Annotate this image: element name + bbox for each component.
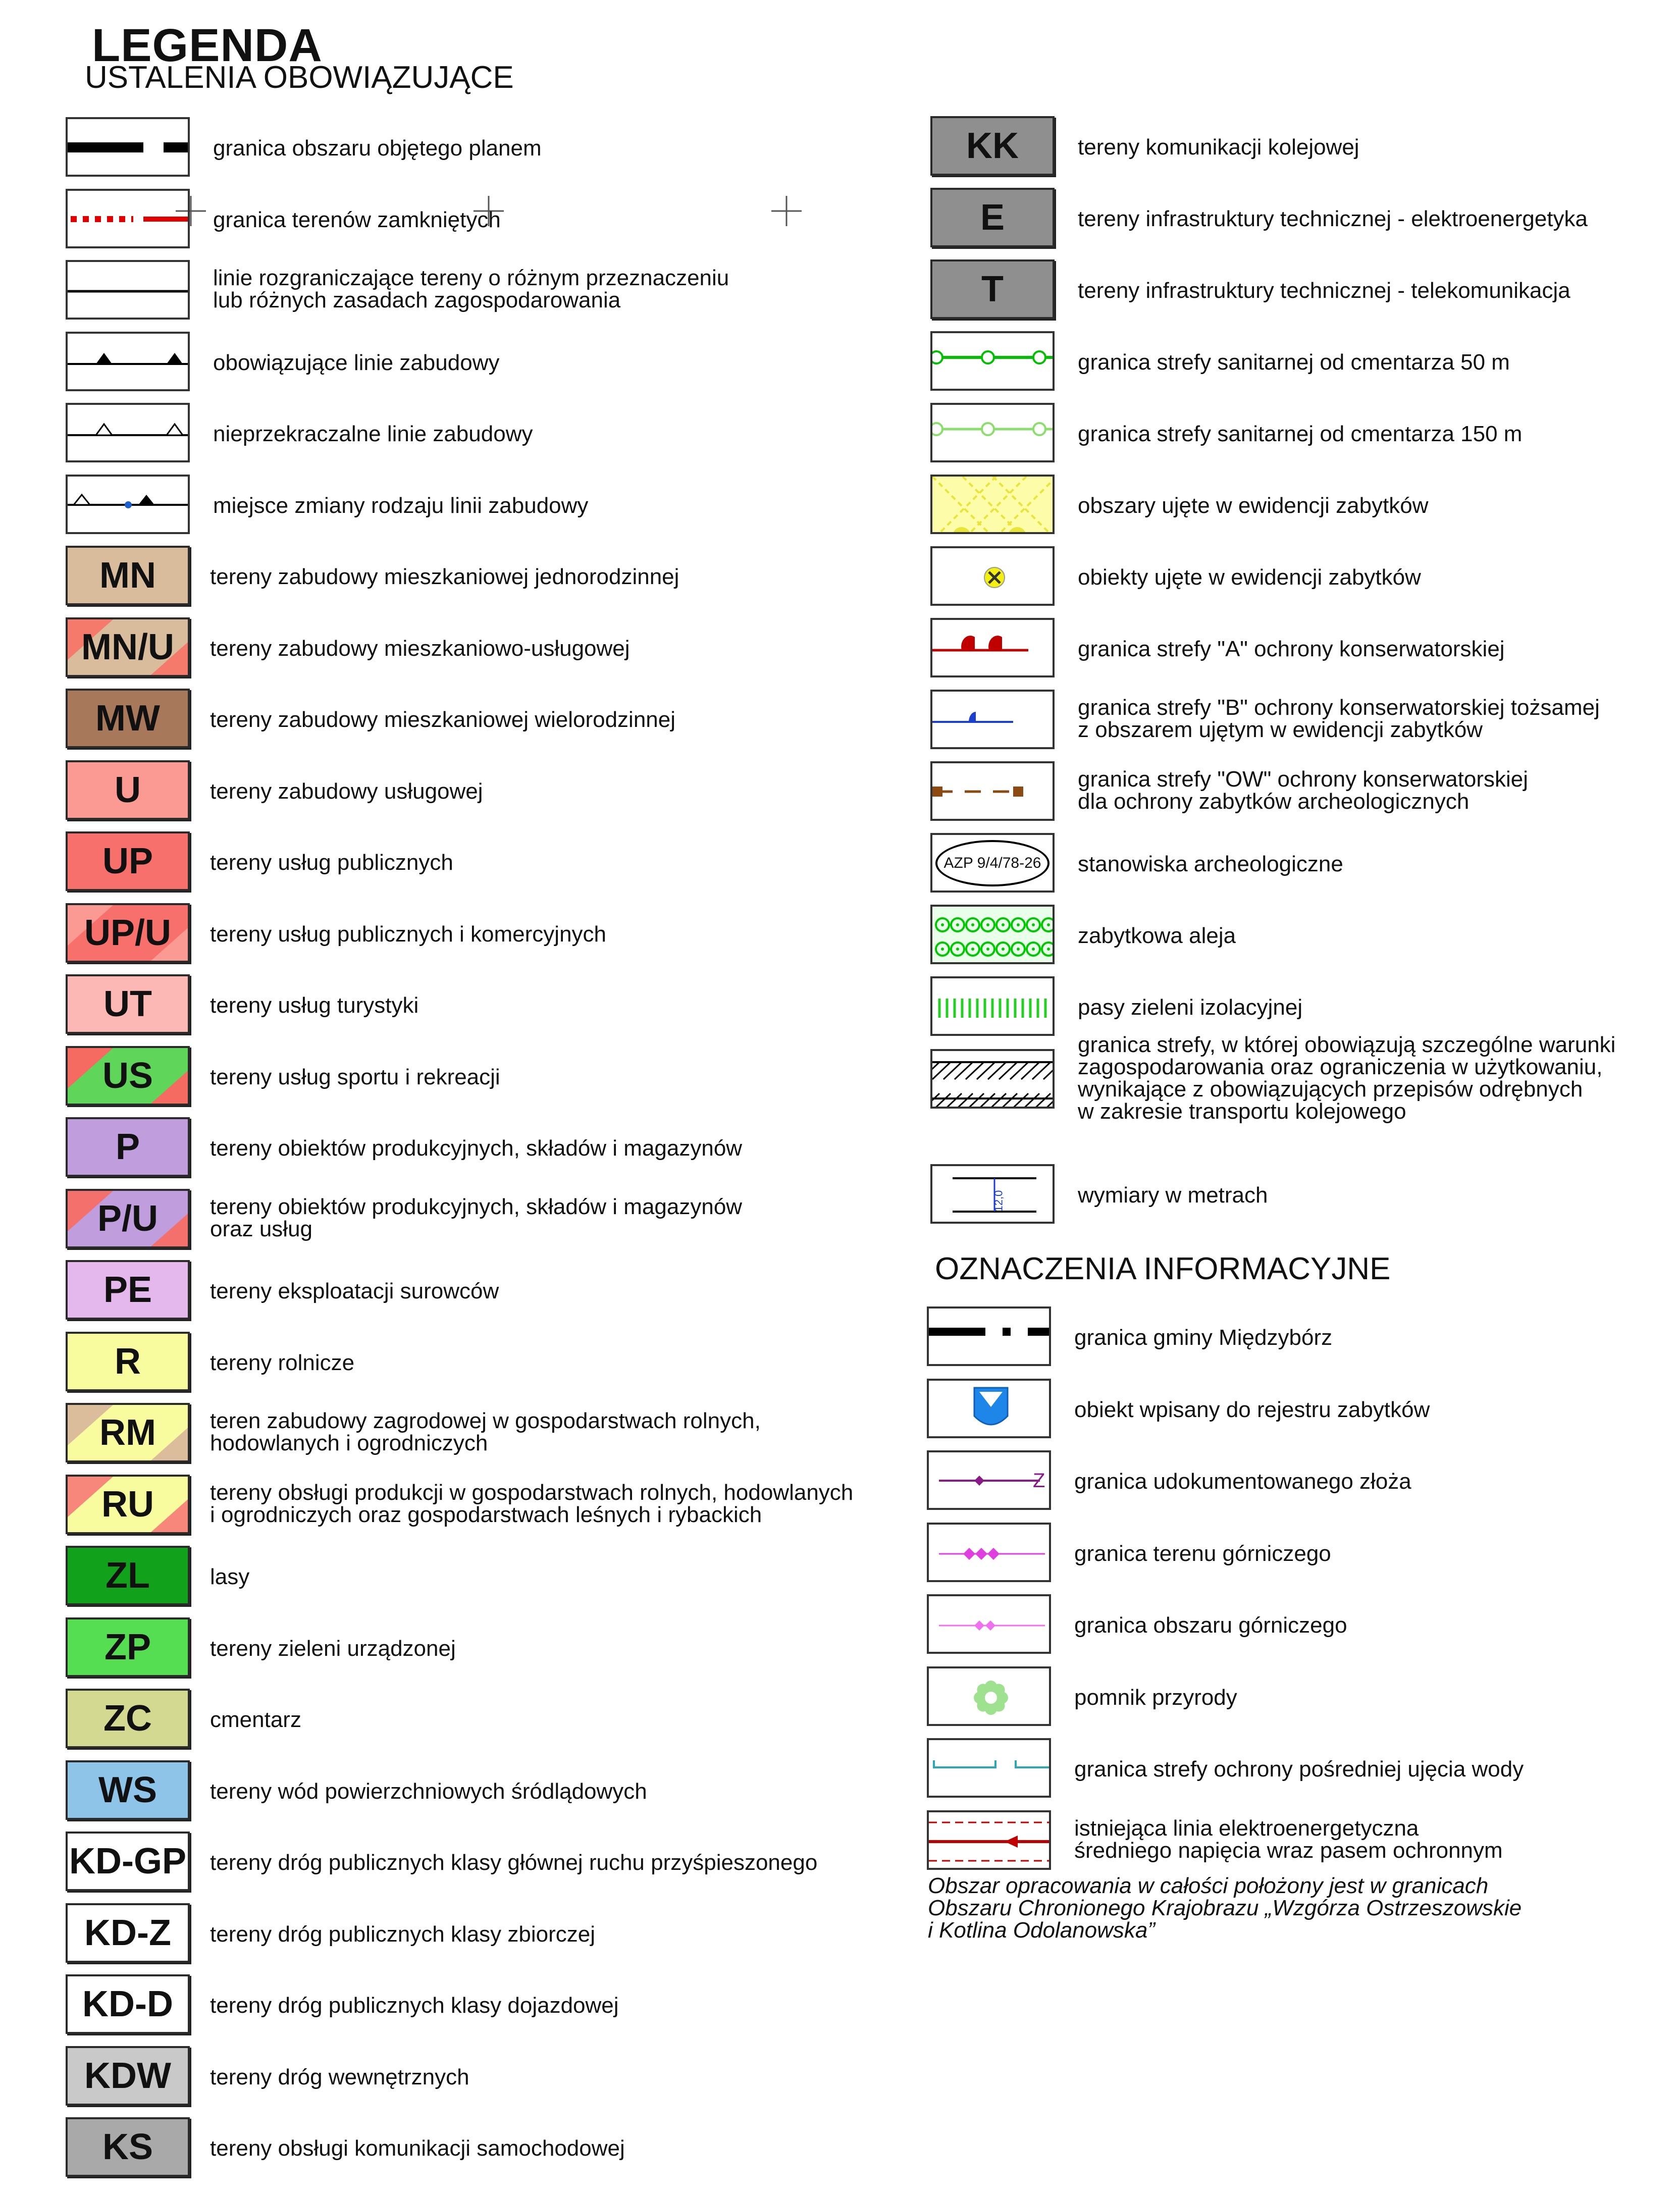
mining-territory-boundary-symbol (927, 1594, 1051, 1654)
legend-description-line: tereny obiektów produkcyjnych, składów i magazynów (210, 1194, 743, 1219)
legend-description-line: tereny infrastruktury technicznej - telekomunikacja (1078, 278, 1570, 303)
land-use-swatch (66, 1546, 190, 1605)
legend-description-line: tereny zieleni urządzonej (210, 1636, 456, 1661)
land-use-code: WS (98, 1770, 157, 1810)
legend-entry (66, 903, 772, 966)
legend-description (210, 1923, 595, 1946)
land-use-code: PE (103, 1270, 152, 1310)
legend-description-line: tereny zabudowy mieszkaniowej jednorodzinnej (210, 564, 679, 589)
legend-description (213, 352, 499, 374)
legend-description-line: teren zabudowy zagrodowej w gospodarstwach rolnych, (210, 1408, 761, 1433)
archaeological-site-symbol (930, 833, 1055, 893)
legend-entry (927, 1523, 1634, 1585)
land-use-code: KDW (84, 2056, 171, 2096)
legend-entry (66, 2117, 772, 2180)
legend-description-line: tereny zabudowy mieszkaniowej wielorodzinnej (210, 707, 676, 732)
legend-description-line: oraz usług (210, 1217, 313, 1241)
note-line: i Kotlina Odolanowska” (928, 1918, 1156, 1943)
crosshair-mark (771, 196, 802, 226)
legend-description-line: granica strefy "A" ochrony konserwatorskiej (1078, 637, 1505, 661)
legend-entry (930, 690, 1637, 752)
land-use-swatch (66, 2117, 190, 2177)
monument-register-object-symbol (930, 546, 1055, 606)
legend-description (210, 852, 453, 874)
land-use-swatch (66, 2046, 190, 2106)
dimension-value: 12,0 (992, 1190, 1005, 1212)
land-use-code: MN/U (81, 627, 174, 667)
legend-description-line: wynikające z obowiązujących przepisów odrębnych (1078, 1077, 1583, 1102)
legend-description (1078, 351, 1510, 374)
legend-description-line: granica gminy Międzybórz (1074, 1325, 1333, 1350)
legend-entry (930, 188, 1637, 250)
legend-description-line: tereny usług sportu i rekreacji (210, 1065, 500, 1089)
legend-entry (930, 905, 1637, 967)
legend-entry (66, 1403, 772, 1466)
legend-entry (66, 1546, 772, 1608)
dividing-line-symbol (66, 260, 190, 320)
dimensions-symbol (930, 1164, 1055, 1224)
land-use-swatch (66, 1903, 190, 1963)
legend-description-line: średniego napięcia wraz pasem ochronnym (1074, 1838, 1503, 1863)
legend-entry (66, 1475, 854, 1537)
land-use-swatch (930, 188, 1055, 247)
legend-entry (66, 1332, 772, 1394)
legend-description (1074, 1687, 1237, 1709)
legend-description-line: tereny komunikacji kolejowej (1078, 135, 1359, 160)
legend-entry (930, 475, 1637, 537)
legend-description (210, 1410, 761, 1454)
land-use-swatch (66, 1832, 190, 1891)
legend-description-line: obowiązujące linie zabudowy (213, 350, 500, 375)
legend-entry (930, 403, 1637, 465)
legend-description (1078, 768, 1528, 813)
legend-description-line: granica strefy "B" ochrony konserwatorskiej tożsamej (1078, 695, 1600, 720)
legend-entry (927, 1594, 1634, 1657)
legend-entry (66, 1617, 772, 1680)
archaeological-site-badge (935, 840, 1049, 886)
land-use-code: U (115, 770, 141, 810)
conservation-zone-a-symbol (930, 618, 1055, 677)
legend-entry (66, 831, 772, 894)
legend-description-line: granica terenu górniczego (1074, 1541, 1331, 1566)
legend-description-line: tereny usług publicznych (210, 850, 453, 875)
mandatory-building-line-symbol (66, 332, 190, 391)
mining-area-boundary-symbol (927, 1523, 1051, 1582)
legend-entry (66, 475, 772, 537)
legend-entry (930, 259, 1637, 322)
historic-alley-symbol (930, 905, 1055, 964)
legend-entry (930, 1164, 1637, 1227)
legend-description (210, 566, 679, 588)
legend-description-line: tereny obsługi komunikacji samochodowej (210, 2136, 625, 2161)
land-use-code: R (115, 1341, 141, 1382)
legend-description-line: cmentarz (210, 1707, 301, 1732)
legend-entry (930, 761, 1637, 824)
land-use-swatch (66, 689, 190, 748)
legend-description-line: linie rozgraniczające tereny o różnym przeznaczeniu (213, 266, 729, 290)
legend-description (1074, 1614, 1347, 1637)
isolation-greenery-symbol (930, 976, 1055, 1036)
legend-description-line: granica strefy, w której obowiązują szczególne warunki (1078, 1032, 1616, 1057)
plan-boundary-symbol (66, 117, 190, 177)
land-use-code: MW (95, 698, 160, 739)
land-use-code: KD-GP (69, 1841, 186, 1881)
cemetery-zone-150-symbol (930, 403, 1055, 462)
legend-description-line: hodowlanych i ogrodniczych (210, 1431, 488, 1455)
legend-description (210, 1137, 742, 1160)
legend-description-line: lub różnych zasadach zagospodarowania (213, 288, 621, 312)
land-use-swatch (66, 1689, 190, 1748)
municipality-boundary-symbol (927, 1306, 1051, 1366)
legend-description-line: granica terenów zamkniętych (213, 207, 501, 232)
land-use-code: KS (102, 2127, 153, 2167)
legend-description (1078, 638, 1505, 660)
legend-description (1078, 280, 1570, 302)
legend-description (1078, 566, 1421, 589)
legend-description-line: tereny dróg publicznych klasy głównej ruchu przyśpieszonego (210, 1850, 818, 1875)
legend-entry (66, 189, 772, 251)
legend-description (210, 1995, 619, 2017)
land-use-swatch (66, 1475, 190, 1534)
legend-entry (930, 976, 1637, 1039)
land-use-swatch (930, 116, 1055, 176)
legend-description-line: tereny wód powierzchniowych śródlądowych (210, 1779, 647, 1804)
non-exceedable-building-line-symbol (66, 403, 190, 462)
legend-description-line: tereny eksploatacji surowców (210, 1279, 499, 1303)
legend-description-line: pasy zieleni izolacyjnej (1078, 995, 1303, 1020)
archaeological-site-code: AZP 9/4/78-26 (943, 855, 1041, 871)
legend-description-line: lasy (210, 1564, 250, 1589)
land-use-swatch (66, 1046, 190, 1106)
legend-description (1078, 1034, 1615, 1123)
legend-description-line: w zakresie transportu kolejowego (1078, 1099, 1406, 1124)
legend-entry (930, 546, 1637, 609)
legend-entry (930, 618, 1637, 681)
legend-description (210, 1196, 742, 1240)
land-use-swatch (66, 1189, 190, 1248)
legend-description (1078, 136, 1359, 159)
legend-description (1078, 495, 1429, 517)
legend-entry (66, 1046, 772, 1109)
legend-description-line: tereny dróg wewnętrznych (210, 2065, 469, 2089)
land-use-swatch (66, 760, 190, 820)
legend-entry (66, 689, 772, 751)
legend-description (213, 209, 501, 231)
legend-entry (66, 260, 772, 323)
land-use-swatch (66, 974, 190, 1034)
power-line-symbol (927, 1810, 1051, 1870)
legend-description (1074, 1327, 1332, 1349)
land-use-code: RM (99, 1413, 156, 1453)
land-use-code: P (115, 1127, 140, 1167)
legend-description (210, 2137, 625, 2160)
legend-description-line: tereny obiektów produkcyjnych, składów i magazynów (210, 1136, 743, 1161)
legend-entry (927, 1666, 1634, 1729)
legend-description-line: tereny infrastruktury technicznej - elektroenergetyka (1078, 206, 1588, 231)
legend-description (210, 1280, 499, 1302)
legend-description-line: istniejąca linia elektroenergetyczna (1074, 1816, 1419, 1841)
registered-monument-symbol (927, 1379, 1051, 1438)
legend-entry (927, 1379, 1634, 1441)
monument-register-area-symbol (930, 475, 1055, 534)
legend-entry (930, 116, 1637, 179)
legend-description-line: granica strefy sanitarnej od cmentarza 50 m (1078, 350, 1510, 375)
legend-entry (66, 974, 772, 1037)
building-line-change-symbol (66, 475, 190, 534)
legend-description-line: wymiary w metrach (1078, 1183, 1268, 1208)
legend-description-line: granica obszaru objętego planem (213, 136, 542, 161)
legend-entry (66, 2046, 772, 2109)
land-use-code: ZC (103, 1698, 152, 1739)
legend-description-line: granica obszaru górniczego (1074, 1613, 1347, 1638)
legend-entry (927, 1810, 1634, 1873)
legend-description-line: nieprzekraczalne linie zabudowy (213, 422, 533, 446)
legend-description (210, 1482, 853, 1526)
land-use-swatch (66, 1403, 190, 1462)
legend-description (213, 267, 729, 311)
legend-description-line: tereny zabudowy usługowej (210, 779, 483, 804)
legend-description-line: tereny zabudowy mieszkaniowo-usługowej (210, 636, 630, 661)
legend-description-line: obszary ujęte w ewidencji zabytków (1078, 493, 1429, 518)
legend-description (213, 137, 542, 160)
legend-description (210, 1852, 817, 1874)
legend-description (210, 2066, 469, 2088)
legend-description (1078, 853, 1343, 875)
legend-description (1074, 1758, 1524, 1781)
land-use-code: RU (101, 1484, 154, 1525)
legend-entry (66, 1189, 772, 1251)
water-intake-zone-symbol (927, 1738, 1051, 1798)
info-section-title: OZNACZENIA INFORMACYJNE (935, 1251, 1391, 1286)
legend-entry (66, 1832, 818, 1894)
legend-description-line: stanowiska archeologiczne (1078, 852, 1343, 876)
legend-description (1074, 1817, 1503, 1862)
legend-entry (66, 760, 772, 823)
land-use-swatch (66, 1974, 190, 2034)
legend-description (213, 495, 588, 517)
conservation-zone-ow-symbol (930, 761, 1055, 821)
legend-title: LEGENDA (92, 20, 323, 71)
land-use-code: UP (102, 841, 153, 881)
legend-entry (66, 403, 772, 465)
legend-entry (66, 1974, 772, 2037)
legend-description (210, 780, 483, 803)
legend-description (210, 1352, 354, 1374)
legend-description (210, 1781, 647, 1803)
legend-description (1074, 1543, 1331, 1565)
legend-entry (930, 833, 1637, 896)
land-use-swatch (66, 1760, 190, 1820)
legend-description (1078, 208, 1588, 230)
railway-restriction-zone-symbol (930, 1049, 1055, 1109)
legend-description (1078, 925, 1236, 947)
legend-entry (66, 1760, 772, 1823)
legend-description-line: miejsce zmiany rodzaju linii zabudowy (213, 493, 589, 518)
legend-description (1078, 997, 1302, 1019)
legend-description-line: z obszarem ujętym w ewidencji zabytków (1078, 717, 1483, 742)
legend-description (210, 638, 630, 660)
legend-description-line: granica strefy "OW" ochrony konserwatorskiej (1078, 767, 1528, 792)
legend-description-line: granica strefy ochrony pośredniej ujęcia wody (1074, 1757, 1524, 1782)
legend-entry (66, 1903, 772, 1966)
closed-area-boundary-symbol (66, 189, 190, 248)
deposit-marker: Z (1033, 1470, 1045, 1492)
land-use-swatch (66, 831, 190, 891)
legend-description-line: tereny rolnicze (210, 1350, 355, 1375)
legend-entry (66, 1117, 772, 1180)
land-use-swatch (66, 903, 190, 963)
legend-description (1078, 1184, 1268, 1207)
land-use-code: US (102, 1056, 153, 1096)
legend-entry (66, 117, 772, 180)
legend-description (210, 1566, 249, 1588)
land-use-swatch (66, 1332, 190, 1391)
legend-description (210, 923, 606, 946)
legend-description (210, 1709, 301, 1731)
legend-description-line: tereny usług turystyki (210, 993, 419, 1018)
legend-entry (66, 546, 772, 608)
land-use-swatch (66, 1260, 190, 1320)
legend-description-line: i ogrodniczych oraz gospodarstwach leśnych i rybackich (210, 1502, 762, 1527)
legend-entry (930, 331, 1637, 394)
legend-description-line: zabytkowa aleja (1078, 923, 1236, 948)
legend-description (1078, 697, 1600, 741)
land-use-code: ZP (104, 1627, 151, 1667)
deposit-boundary-symbol (927, 1450, 1051, 1510)
cemetery-zone-50-symbol (930, 331, 1055, 391)
land-use-swatch (930, 259, 1055, 319)
legend-entry (66, 1260, 772, 1323)
legend-entry (66, 617, 772, 680)
land-use-code: T (981, 269, 1004, 309)
land-use-code: ZL (106, 1555, 150, 1596)
conservation-zone-b-symbol (930, 690, 1055, 749)
land-use-swatch (66, 1617, 190, 1677)
legend-description-line: granica strefy sanitarnej od cmentarza 150 m (1078, 422, 1522, 446)
legend-entry (66, 332, 772, 394)
land-use-code: P/U (97, 1198, 159, 1239)
land-use-code: KK (966, 126, 1019, 166)
legend-description (210, 1066, 500, 1088)
legend-description-line: tereny usług publicznych i komercyjnych (210, 922, 607, 947)
land-use-code: KD-Z (84, 1913, 171, 1953)
land-use-swatch (66, 617, 190, 677)
legend-description (210, 709, 675, 731)
legend-description-line: tereny dróg publicznych klasy dojazdowej (210, 1993, 619, 2018)
legend-entry (927, 1306, 1634, 1369)
note-line: Obszar opracowania w całości położony jest w granicach (928, 1873, 1489, 1898)
note-line: Obszaru Chronionego Krajobrazu „Wzgórza Ostrzeszowskie (928, 1896, 1522, 1920)
land-use-swatch (66, 1117, 190, 1177)
legend-entry (930, 1032, 1637, 1124)
legend-description (1074, 1471, 1411, 1493)
legend-description-line: tereny dróg publicznych klasy zbiorczej (210, 1922, 596, 1947)
land-use-code: UT (103, 984, 152, 1024)
legend-description (213, 423, 533, 445)
land-use-swatch (66, 546, 190, 605)
legend-description-line: granica udokumentowanego złoża (1074, 1469, 1411, 1494)
legend-description-line: obiekt wpisany do rejestru zabytków (1074, 1397, 1430, 1422)
land-use-code: MN (99, 555, 156, 596)
legend-description-line: obiekty ujęte w ewidencji zabytków (1078, 565, 1421, 590)
legend-subtitle: USTALENIA OBOWIĄZUJĄCE (85, 60, 514, 95)
legend-entry (927, 1738, 1634, 1801)
land-use-code: E (980, 197, 1005, 238)
land-use-code: KD-D (82, 1984, 173, 2024)
legend-description (1078, 423, 1522, 445)
legend-entry (927, 1450, 1634, 1513)
legend-description-line: tereny obsługi produkcji w gospodarstwach rolnych, hodowlanych (210, 1480, 854, 1505)
legend-description-line: dla ochrony zabytków archeologicznych (1078, 789, 1469, 814)
nature-monument-symbol (927, 1666, 1051, 1726)
legend-description-line: pomnik przyrody (1074, 1685, 1237, 1710)
legend-description (1074, 1399, 1430, 1421)
legend-description-line: zagospodarowania oraz ograniczenia w użytkowaniu, (1078, 1055, 1603, 1079)
legend-entry (66, 1689, 772, 1751)
legend-description (210, 995, 418, 1017)
protected-landscape-note (928, 1875, 1521, 1942)
legend-description (210, 1638, 456, 1660)
land-use-code: UP/U (84, 913, 172, 953)
